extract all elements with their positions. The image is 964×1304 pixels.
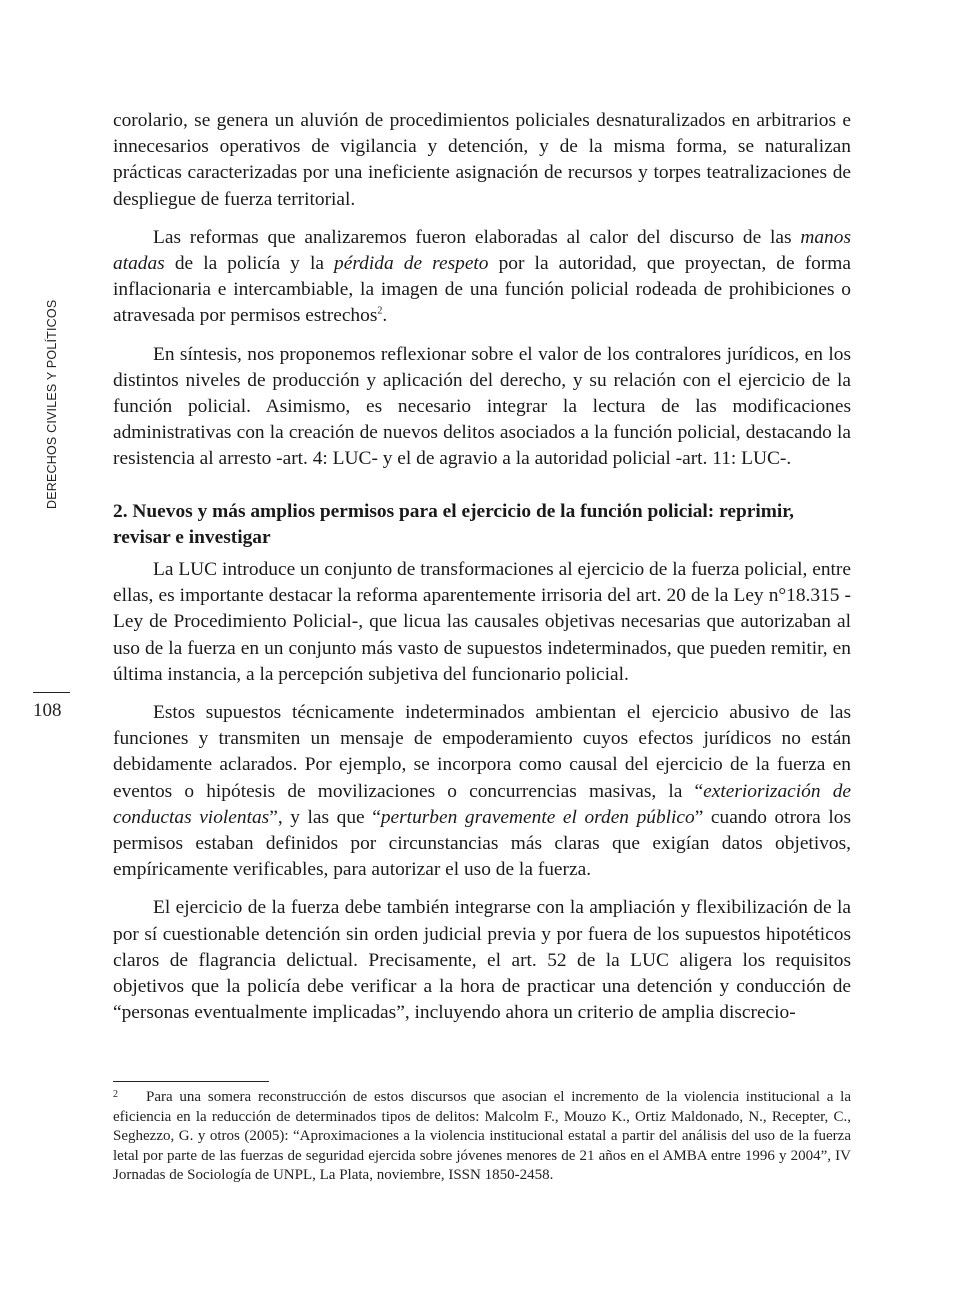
text-run: .	[382, 305, 388, 327]
text-run: de la policía y la	[164, 253, 335, 275]
paragraph	[113, 225, 851, 330]
text-run: Estos supuestos técnicamente indeterminados ambientan el ejercicio abusivo de las funciones y transmiten un mensaje de empoderamiento cuyos efectos jurídicos no están debidamente aclarados. Por ejemplo, se incorpora como causal del ejercicio de la fuerza en eventos o hipótesis de movilizaciones o concurrencias masivas, la “	[113, 702, 851, 802]
paragraph: En síntesis, nos proponemos reflexionar sobre el valor de los contralores jurídicos, en los distintos niveles de producción y aplicación del derecho, y su relación con el ejercicio de la función policial. Asimismo, es necesario integrar la lectura de las modificaciones administrativas con la creación de nuevos delitos asociados a la función policial, destacando la resistencia al arresto -art. 4: LUC- y el de agravio a la autoridad policial -art. 11: LUC-.	[113, 343, 851, 470]
paragraph: El ejercicio de la fuerza debe también integrarse con la ampliación y flexibilización de la por sí cuestionable detención sin orden judicial previa y por fuera de los supuestos hipotéticos claros de flagrancia delictual. Precisamente, el art. 52 de la LUC aligera los requisitos objetivos que la policía debe verificar a la hora de practicar una detención y conducción de “personas eventualmente implicadas”, incluyendo ahora un criterio de amplia discrecio-	[113, 897, 851, 1024]
italic-phrase: perturben gravemente el orden público	[380, 806, 695, 828]
text-run: Las reformas que analizaremos fueron elaboradas al calor del discurso de las	[153, 226, 801, 248]
text-run: ” cuando otrora los permisos estaban definidos por circunstancias más claras que exigían datos objetivos, empíricamente verificables, para autorizar el uso de la fuerza.	[113, 806, 851, 881]
italic-phrase: manos atadas	[113, 226, 851, 275]
text-run: ”, y las que “	[269, 806, 381, 828]
running-header: DERECHOS CIVILES Y POLÍTICOS	[45, 299, 59, 509]
section-heading: 2. Nuevos y más amplios permisos para el ejercicio de la función policial: reprimir, revisar e investigar	[113, 500, 794, 548]
body-text	[113, 108, 851, 1039]
footnote-text: Para una somera reconstrucción de estos discursos que asocian el incremento de la violencia institucional a la eficiencia en la reducción de determinados tipos de delitos: Malcolm F., Mouzo K., Ortiz Maldonado, N., Recepter, C., Seghezzo, G. y otros (2005): “Aproximaciones a la violencia institucional estatal a partir del análisis del uso de la fuerza letal por parte de las fuerzas de seguridad ejercida sobre jóvenes menores de 21 años en el AMBA entre 1996 y 2004”, IV Jornadas de Sociología de UNPL, La Plata, noviembre, ISSN 1850-2458.	[113, 1089, 851, 1183]
text-run: por la autoridad, que proyectan, de forma inflacionaria e intercambiable, la imagen de una función policial rodeada de prohibiciones o atravesada por permisos estrechos	[113, 253, 851, 327]
page-number-rule	[33, 692, 70, 693]
page-number: 108	[33, 700, 62, 721]
paragraph: La LUC introduce un conjunto de transformaciones al ejercicio de la fuerza policial, entre ellas, es importante destacar la reforma aparentemente irrisoria del art. 20 de la Ley n°18.315 -Ley de Procedimiento Policial-, que licua las causales objetivas necesarias que autorizaban al uso de la fuerza en un conjunto más vasto de supuestos indeterminados, que pueden remitir, en última instancia, a la percepción subjetiva del funcionario policial.	[113, 559, 851, 685]
footnote-separator	[113, 1081, 269, 1082]
paragraph: corolario, se genera un aluvión de procedimientos policiales desnaturalizados en arbitrarios e innecesarios operativos de vigilancia y detención, y de la misma forma, se naturalizan prácticas caracterizadas por una ineficiente asignación de recursos y torpes teatralizaciones de despliegue de fuerza territorial.	[113, 110, 851, 210]
paragraph	[113, 700, 851, 883]
italic-phrase: pérdida de respeto	[334, 253, 489, 275]
italic-phrase: exteriorización de conductas violentas	[113, 780, 851, 828]
footnote-reference[interactable]: 2	[377, 305, 383, 317]
footnote	[113, 1088, 851, 1186]
footnote-marker: 2	[113, 1089, 118, 1100]
